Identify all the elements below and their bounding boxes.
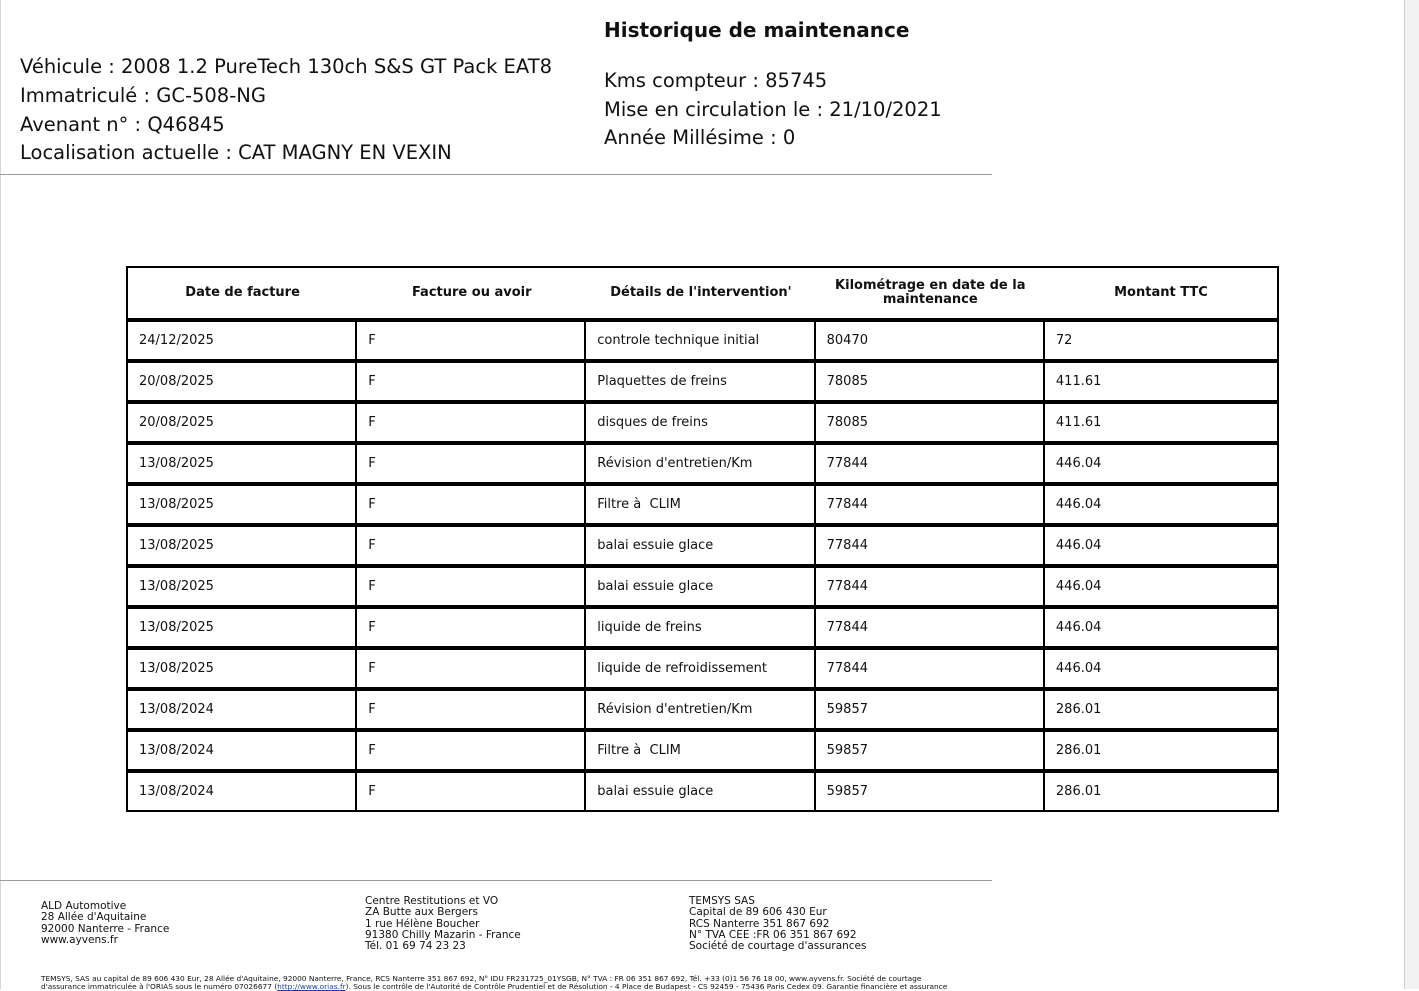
cell-type: F xyxy=(357,484,586,525)
footer-centre-street: 1 rue Hélène Boucher xyxy=(365,917,480,930)
model-year: Année Millésime : 0 xyxy=(604,126,796,150)
table-row xyxy=(128,730,1277,771)
cell-mileage: 77844 xyxy=(816,607,1045,648)
cell-date: 13/08/2025 xyxy=(128,443,357,484)
footer-centre-zone: ZA Butte aux Bergers xyxy=(365,906,478,919)
table-row xyxy=(128,484,1277,525)
cell-mileage: 78085 xyxy=(816,402,1045,443)
cell-type: F xyxy=(357,689,586,730)
footer-ald-city: 92000 Nanterre - France xyxy=(41,922,170,935)
cell-date: 13/08/2024 xyxy=(128,771,357,810)
cell-amount: 411.61 xyxy=(1045,361,1277,402)
col-header-amount: Montant TTC xyxy=(1045,268,1277,320)
table-row xyxy=(128,566,1277,607)
footer-ald-website: www.ayvens.fr xyxy=(41,933,118,946)
table-row xyxy=(128,607,1277,648)
cell-type: F xyxy=(357,320,586,361)
col-header-mileage: Kilométrage en date de la maintenance xyxy=(816,268,1045,320)
cell-type: F xyxy=(357,361,586,402)
cell-details: balai essuie glace xyxy=(586,771,815,810)
footer-ald-address xyxy=(41,901,169,946)
cell-mileage: 77844 xyxy=(816,484,1045,525)
vehicle-plate: Immatriculé : GC-508-NG xyxy=(20,83,266,107)
footer-ald-name: ALD Automotive xyxy=(41,900,127,912)
footer-centre-city: 91380 Chilly Mazarin - France xyxy=(365,928,521,941)
legal-line-1: TEMSYS, SAS au capital de 89 606 430 Eur, 28 Allée d'Aquitaine, 92000 Nanterre, France, RCS Nanterre 351 867 692, N° IDU FR231725_01YSGB, N° TVA : FR 06 351 867 692, Tél. +33 (0)1 56 76 18 00, www.ayvens.fr. Société de courtage xyxy=(41,974,922,983)
footer-temsys-info xyxy=(689,896,867,952)
cell-mileage: 77844 xyxy=(816,566,1045,607)
header-divider xyxy=(0,174,992,175)
cell-details: Révision d'entretien/Km xyxy=(586,689,815,730)
cell-details: disques de freins xyxy=(586,402,815,443)
cell-details: Filtre à CLIM xyxy=(586,730,815,771)
orias-link[interactable]: http://www.orias.fr xyxy=(277,982,346,991)
cell-type: F xyxy=(357,525,586,566)
legal-line-2-start: d'assurance immatriculée à l'ORIAS sous le numéro 07026677 ( xyxy=(41,982,278,991)
cell-type: F xyxy=(357,443,586,484)
cell-date: 13/08/2024 xyxy=(128,730,357,771)
cell-details: balai essuie glace xyxy=(586,525,815,566)
footer-divider xyxy=(0,880,992,881)
cell-type: F xyxy=(357,402,586,443)
cell-mileage: 59857 xyxy=(816,771,1045,810)
cell-date: 20/08/2025 xyxy=(128,402,357,443)
cell-amount: 446.04 xyxy=(1045,566,1277,607)
vehicle-info xyxy=(20,53,552,168)
cell-date: 13/08/2025 xyxy=(128,607,357,648)
footer-temsys-vat: N° TVA CEE :FR 06 351 867 692 xyxy=(689,928,857,941)
cell-details: controle technique initial xyxy=(586,320,815,361)
cell-mileage: 59857 xyxy=(816,730,1045,771)
table-row xyxy=(128,361,1277,402)
cell-details: Révision d'entretien/Km xyxy=(586,443,815,484)
col-header-date: Date de facture xyxy=(128,268,357,320)
cell-amount: 446.04 xyxy=(1045,443,1277,484)
footer-temsys-activity: Société de courtage d'assurances xyxy=(689,940,867,953)
cell-amount: 446.04 xyxy=(1045,607,1277,648)
cell-mileage: 77844 xyxy=(816,648,1045,689)
cell-type: F xyxy=(357,730,586,771)
table-header-row xyxy=(128,268,1277,320)
vehicle-stats xyxy=(604,67,942,153)
maintenance-table xyxy=(126,266,1279,812)
vehicle-location: Localisation actuelle : CAT MAGNY EN VEXIN xyxy=(20,141,452,165)
cell-amount: 411.61 xyxy=(1045,402,1277,443)
vehicle-model: Véhicule : 2008 1.2 PureTech 130ch S&S GT Pack EAT8 xyxy=(20,55,553,78)
cell-details: liquide de refroidissement xyxy=(586,648,815,689)
footer-centre-address xyxy=(365,896,521,952)
cell-mileage: 78085 xyxy=(816,361,1045,402)
cell-amount: 446.04 xyxy=(1045,648,1277,689)
cell-amount: 446.04 xyxy=(1045,484,1277,525)
footer-temsys-rcs: RCS Nanterre 351 867 692 xyxy=(689,917,830,930)
col-header-details: Détails de l'intervention' xyxy=(586,268,815,320)
table-row xyxy=(128,689,1277,730)
cell-amount: 286.01 xyxy=(1045,689,1277,730)
registration-date: Mise en circulation le : 21/10/2021 xyxy=(604,97,942,121)
vehicle-amendment: Avenant n° : Q46845 xyxy=(20,112,225,136)
table-row xyxy=(128,771,1277,810)
cell-date: 13/08/2025 xyxy=(128,566,357,607)
footer-ald-street: 28 Allée d'Aquitaine xyxy=(41,911,147,924)
cell-date: 20/08/2025 xyxy=(128,361,357,402)
cell-type: F xyxy=(357,771,586,810)
table-row xyxy=(128,525,1277,566)
table-row xyxy=(128,402,1277,443)
cell-mileage: 77844 xyxy=(816,443,1045,484)
table-row xyxy=(128,443,1277,484)
cell-amount: 286.01 xyxy=(1045,730,1277,771)
viewer-side-panel xyxy=(1405,0,1419,989)
cell-amount: 72 xyxy=(1045,320,1277,361)
footer-temsys-capital: Capital de 89 606 430 Eur xyxy=(689,906,827,919)
cell-date: 13/08/2025 xyxy=(128,484,357,525)
cell-type: F xyxy=(357,648,586,689)
table-row xyxy=(128,648,1277,689)
cell-mileage: 59857 xyxy=(816,689,1045,730)
cell-date: 13/08/2025 xyxy=(128,525,357,566)
legal-line-2-end: ). Sous le contrôle de l'Autorité de Contrôle Prudentiel et de Résolution - 4 Place de Budapest - CS 92459 - 75436 Paris Cedex 09. Garantie financière et assurance xyxy=(345,982,948,991)
cell-type: F xyxy=(357,566,586,607)
cell-details: balai essuie glace xyxy=(586,566,815,607)
odometer: Kms compteur : 85745 xyxy=(604,69,828,92)
cell-date: 13/08/2024 xyxy=(128,689,357,730)
cell-type: F xyxy=(357,607,586,648)
cell-amount: 286.01 xyxy=(1045,771,1277,810)
footer-temsys-name: TEMSYS SAS xyxy=(689,895,755,907)
cell-date: 24/12/2025 xyxy=(128,320,357,361)
cell-details: liquide de freins xyxy=(586,607,815,648)
cell-details: Filtre à CLIM xyxy=(586,484,815,525)
page-title: Historique de maintenance xyxy=(604,18,910,42)
cell-details: Plaquettes de freins xyxy=(586,361,815,402)
page-left-border xyxy=(0,0,1,989)
cell-amount: 446.04 xyxy=(1045,525,1277,566)
cell-mileage: 80470 xyxy=(816,320,1045,361)
col-header-type: Facture ou avoir xyxy=(357,268,586,320)
table-row xyxy=(128,320,1277,361)
footer-centre-name: Centre Restitutions et VO xyxy=(365,895,499,907)
legal-line-2 xyxy=(41,983,947,991)
cell-date: 13/08/2025 xyxy=(128,648,357,689)
cell-mileage: 77844 xyxy=(816,525,1045,566)
footer-centre-phone: Tél. 01 69 74 23 23 xyxy=(365,940,466,953)
